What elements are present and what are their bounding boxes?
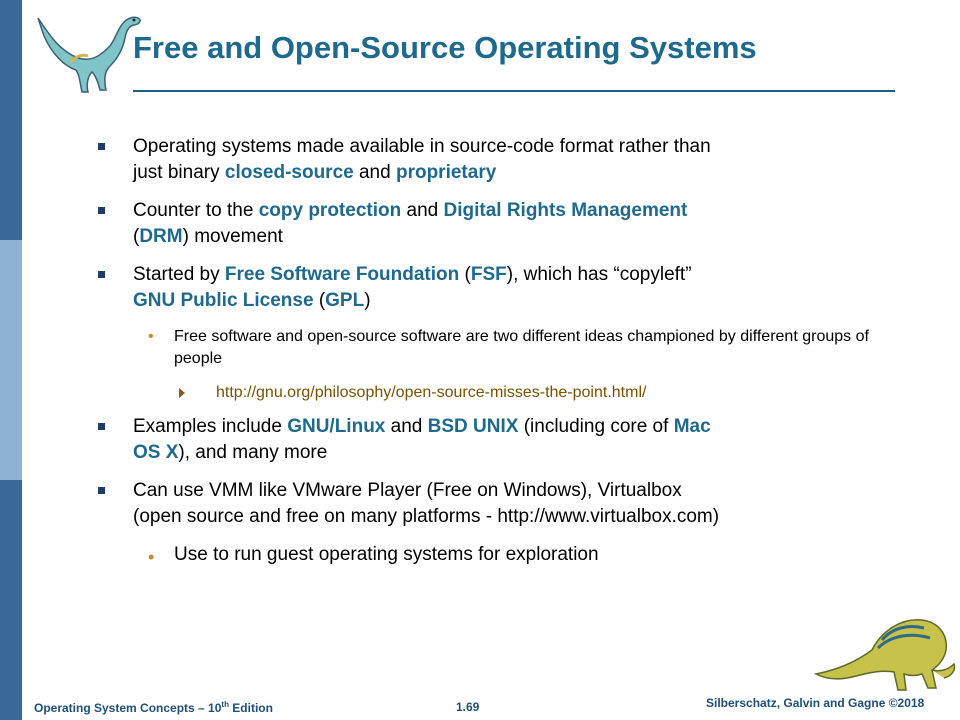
bullet-text: ) movement [182, 226, 283, 247]
triangle-bullet-icon [179, 388, 185, 398]
bullet-text: ) [364, 290, 371, 311]
highlight-term: FSF [470, 264, 507, 285]
highlight-term: copy protection [258, 200, 402, 221]
bullet-text: ), which has “copyleft” [506, 264, 692, 285]
bullet-text: and [401, 200, 444, 221]
footer-page-number: 1.69 [456, 700, 480, 714]
bullet-text: and [353, 162, 396, 183]
square-bullet-icon [98, 143, 105, 150]
dinosaur-logo-bottom [812, 600, 960, 696]
bullet-item [96, 478, 896, 530]
square-bullet-icon [98, 487, 105, 494]
dinosaur-logo-top [30, 6, 150, 98]
highlight-term: closed-source [224, 162, 354, 183]
highlight-term: proprietary [395, 162, 497, 183]
square-bullet-icon [98, 207, 105, 214]
bullet-text: ( [459, 264, 471, 285]
sub-bullet-text: Use to run guest operating systems for exploration [174, 544, 599, 565]
sidebar-top-block [0, 0, 22, 240]
highlight-term: GNU Public License [133, 290, 314, 311]
bullet-text: (including core of [518, 416, 674, 437]
bullet-item [96, 262, 896, 314]
bullet-text: Started by [133, 264, 225, 285]
bullet-text: Can use VMM like VMware Player (Free on Windows), Virtualbox [133, 480, 682, 501]
sidebar-bottom-block [0, 480, 22, 720]
footer-authors: Silberschatz, Galvin and Gagne ©2018 [706, 696, 925, 710]
slide-title: Free and Open-Source Operating Systems [133, 30, 757, 65]
bullet-text: (open source and free on many platforms - http://www.virtualbox.com) [133, 506, 720, 527]
bullet-item [96, 134, 896, 186]
highlight-term: GNU/Linux [287, 416, 386, 437]
highlight-term: Free Software Foundation [224, 264, 460, 285]
bullet-text: ), and many more [178, 442, 328, 463]
highlight-term: OS X [133, 442, 179, 463]
dot-bullet-icon: • [148, 328, 154, 345]
footer-book-title-text: Operating System Concepts – 10 [34, 701, 222, 715]
sub-bullet-text: Free software and open-source software are two different ideas championed by different groups of people [174, 328, 869, 367]
slide-content [96, 134, 896, 568]
dot-bullet-icon: • [148, 547, 155, 567]
bullet-text: just binary [133, 162, 225, 183]
bullet-text: ( [133, 226, 140, 247]
highlight-term: Digital Rights Management [443, 200, 688, 221]
title-underline [133, 90, 895, 92]
footer-book-title [34, 700, 273, 715]
sidebar-stripe [0, 0, 22, 720]
bullet-text: ( [313, 290, 326, 311]
sub-bullet-item [96, 542, 896, 568]
sidebar-mid-block [0, 240, 22, 480]
bullet-item [96, 414, 896, 466]
highlight-term: BSD UNIX [427, 416, 519, 437]
highlight-term: Mac [673, 416, 711, 437]
sub-bullet-item [96, 326, 896, 370]
bullet-item [96, 198, 896, 250]
footer-edition-text: Edition [228, 701, 273, 715]
gnu-philosophy-link[interactable]: http://gnu.org/philosophy/open-source-misses-the-point.html/ [216, 384, 647, 401]
bullet-text: Counter to the [133, 200, 259, 221]
bullet-text: and [385, 416, 428, 437]
highlight-term: DRM [139, 226, 183, 247]
square-bullet-icon [98, 423, 105, 430]
bullet-text: Examples include [133, 416, 288, 437]
highlight-term: GPL [325, 290, 365, 311]
sub-sub-bullet-item [96, 382, 896, 404]
bullet-text: Operating systems made available in source-code format rather than [133, 136, 711, 157]
footer-edition-sup: th [221, 700, 229, 709]
square-bullet-icon [98, 271, 105, 278]
